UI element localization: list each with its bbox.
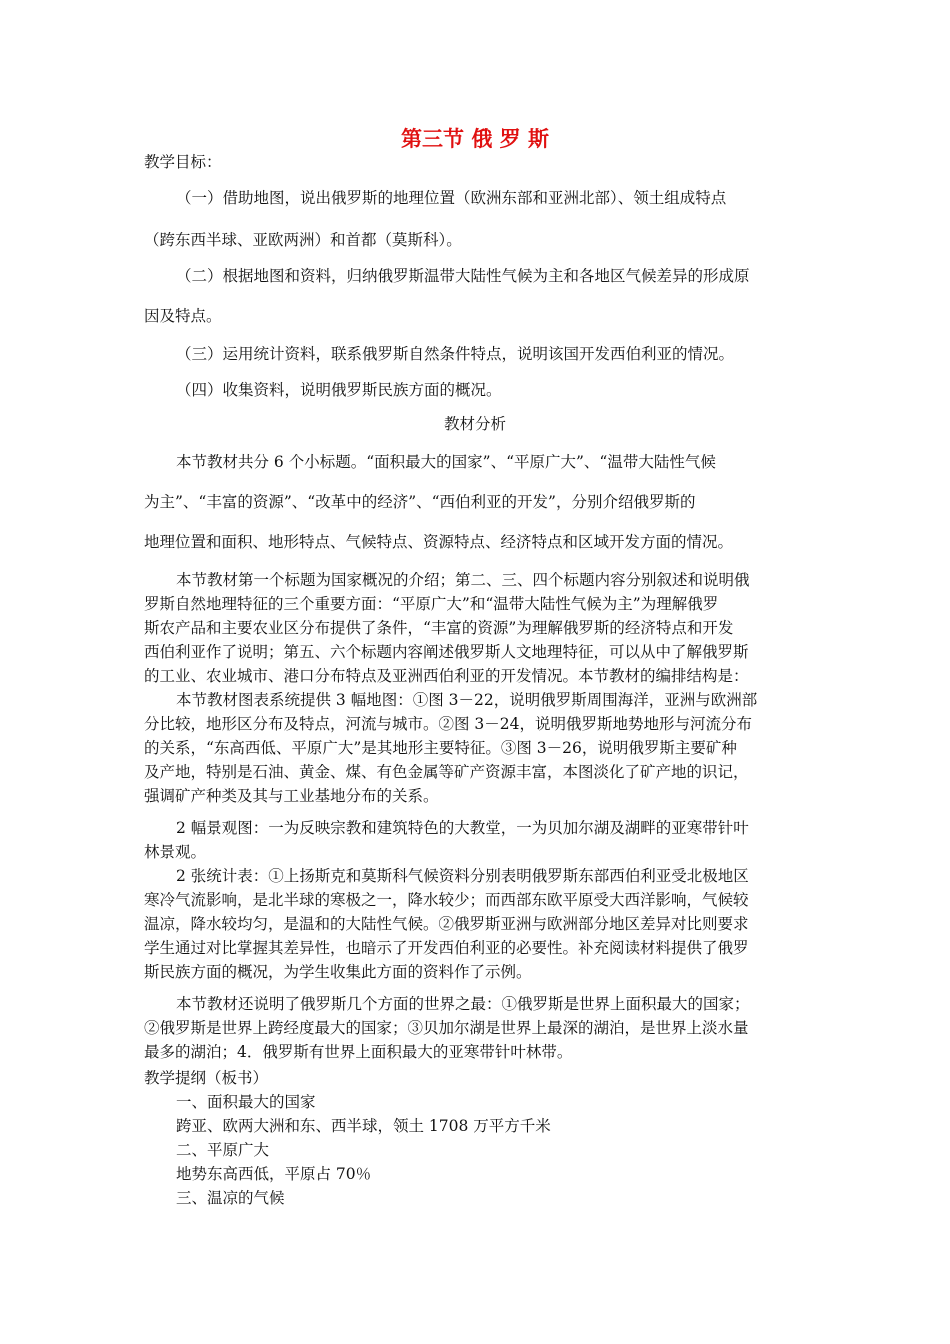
analysis-body-line: 学生通过对比掌握其差异性，也暗示了开发西伯利亚的必要性。补充阅读材料提供了俄罗 (144, 939, 749, 957)
outline-item: 跨亚、欧两大洲和东、西半球，领土 1708 万平方千米 (176, 1117, 551, 1135)
analysis-body-line: 的工业、农业城市、港口分布特点及亚洲西伯利亚的开发情况。本节教材的编排结构是： (144, 667, 749, 685)
analysis-body-line: 本节教材还说明了俄罗斯几个方面的世界之最：①俄罗斯是世界上面积最大的国家； (176, 995, 750, 1013)
analysis-body-line: 林景观。 (144, 843, 207, 861)
analysis-body-line: 斯民族方面的概况，为学生收集此方面的资料作了示例。 (144, 963, 532, 981)
analysis-body-line: 及产地，特别是石油、黄金、煤、有色金属等矿产资源丰富，本图淡化了矿产地的识记， (144, 763, 749, 781)
analysis-body-line: 温凉，降水较均匀，是温和的大陆性气候。②俄罗斯亚洲与欧洲部分地区差异对比则要求 (144, 915, 749, 933)
goal-2-line-1: （二）根据地图和资料，归纳俄罗斯温带大陆性气候为主和各地区气候差异的形成原 (176, 267, 750, 285)
goal-1-line-2: （跨东西半球、亚欧两洲）和首都（莫斯科）。 (144, 231, 462, 249)
analysis-body-line: 西伯利亚作了说明；第五、六个标题内容阐述俄罗斯人文地理特征，可以从中了解俄罗斯 (144, 643, 749, 661)
analysis-body-line: 最多的湖泊；4．俄罗斯有世界上面积最大的亚寒带针叶林带。 (144, 1043, 573, 1061)
analysis-body-line: 2 张统计表：①上扬斯克和莫斯科气候资料分别表明俄罗斯东部西伯利亚受北极地区 (176, 867, 749, 885)
goal-2-line-2: 因及特点。 (144, 307, 222, 325)
outline-item: 一、面积最大的国家 (176, 1093, 316, 1111)
analysis-body-line: 2 幅景观图：一为反映宗教和建筑特色的大教堂，一为贝加尔湖及湖畔的亚寒带针叶 (176, 819, 749, 837)
analysis-heading: 教材分析 (443, 415, 506, 433)
analysis-intro-line: 地理位置和面积、地形特点、气候特点、资源特点、经济特点和区域开发方面的情况。 (144, 533, 734, 551)
goal-4: （四）收集资料，说明俄罗斯民族方面的概况。 (176, 381, 502, 399)
analysis-body-line: 本节教材第一个标题为国家概况的介绍；第二、三、四个标题内容分别叙述和说明俄 (176, 571, 750, 589)
page-title: 第三节 俄 罗 斯 (401, 126, 549, 151)
analysis-body-line: 分比较，地形区分布及特点，河流与城市。②图 3－24，说明俄罗斯地势地形与河流分布 (144, 715, 753, 733)
goals-heading: 教学目标： (144, 153, 222, 171)
outline-item: 三、温凉的气候 (176, 1189, 285, 1207)
analysis-body-line: 寒冷气流影响，是北半球的寒极之一，降水较少；而西部东欧平原受大西洋影响，气候较 (144, 891, 749, 909)
analysis-intro-line: 本节教材共分 6 个小标题。“面积最大的国家”、“平原广大”、“温带大陆性气候 (176, 453, 716, 471)
analysis-body-line: 罗斯自然地理特征的三个重要方面：“平原广大”和“温带大陆性气候为主”为理解俄罗 (144, 595, 719, 613)
outline-item: 地势东高西低，平原占 70％ (176, 1165, 372, 1183)
analysis-body-line: 的关系，“东高西低、平原广大”是其地形主要特征。③图 3－26，说明俄罗斯主要矿种 (144, 739, 737, 757)
analysis-body-line: 强调矿产种类及其与工业基地分布的关系。 (144, 787, 439, 805)
analysis-body-line: 本节教材图表系统提供 3 幅地图：①图 3－22，说明俄罗斯周围海洋，亚洲与欧洲部 (176, 691, 758, 709)
analysis-body-line: ②俄罗斯是世界上跨经度最大的国家；③贝加尔湖是世界上最深的湖泊，是世界上淡水量 (144, 1019, 749, 1037)
outline-heading: 教学提纲（板书） (144, 1069, 269, 1087)
goal-3: （三）运用统计资料，联系俄罗斯自然条件特点，说明该国开发西伯利亚的情况。 (176, 345, 735, 363)
analysis-body-line: 斯农产品和主要农业区分布提供了条件，“丰富的资源”为理解俄罗斯的经济特点和开发 (144, 619, 734, 637)
outline-item: 二、平原广大 (176, 1141, 270, 1159)
goal-1-line-1: （一）借助地图，说出俄罗斯的地理位置（欧洲东部和亚洲北部）、领土组成特点 (176, 189, 727, 207)
analysis-intro-line: 为主”、“丰富的资源”、“改革中的经济”、“西伯利亚的开发”，分别介绍俄罗斯的 (144, 493, 696, 511)
